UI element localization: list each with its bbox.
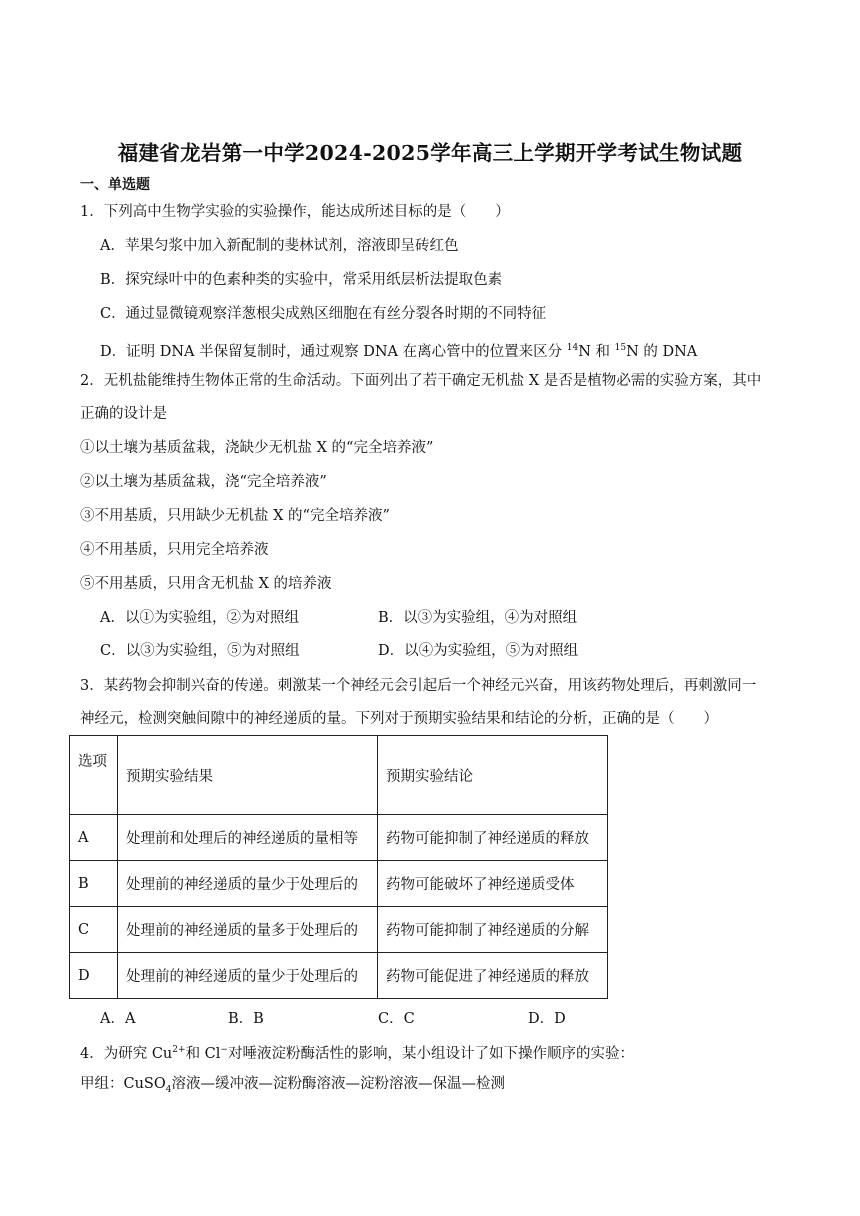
q1-option-d-text1: D．证明 DNA 半保留复制时，通过观察 DNA 在离心管中的位置来区分 bbox=[100, 343, 567, 360]
q3-stem-line2: 神经元，检测突触间隙中的神经递质的量。下列对于预期实验结果和结论的分析，正确的是（ ） bbox=[80, 711, 718, 727]
q4-stem-text3: 对唾液淀粉酶活性的影响，某小组设计了如下操作顺序的实验： bbox=[227, 1045, 634, 1062]
q4-jia-text2: 溶液—缓冲液—淀粉酶溶液—淀粉溶液—保温—检测 bbox=[171, 1076, 505, 1092]
cl-charge-sup: − bbox=[220, 1045, 228, 1055]
q1-option-d bbox=[100, 338, 697, 362]
q2-stem-line1: 2．无机盐能维持生物体正常的生命活动。下面列出了若干确定无机盐 X 是否是植物必需的实验方案，其中 bbox=[80, 373, 762, 389]
table-row bbox=[70, 953, 608, 999]
row-conclusion: 药物可能抑制了神经递质的分解 bbox=[378, 907, 608, 953]
q1-stem: 1．下列高中生物学实验的实验操作，能达成所述目标的是（ ） bbox=[80, 204, 510, 220]
row-result: 处理前的神经递质的量多于处理后的 bbox=[118, 907, 378, 953]
row-option: D bbox=[70, 953, 118, 999]
row-conclusion: 药物可能抑制了神经递质的释放 bbox=[378, 815, 608, 861]
q1-option-a: A．苹果匀浆中加入新配制的斐林试剂，溶液即呈砖红色 bbox=[100, 238, 459, 254]
isotope-15-sup: 15 bbox=[614, 343, 627, 353]
q1-option-d-text3: N 的 DNA bbox=[626, 343, 698, 360]
q3-option-b: B．B bbox=[228, 1011, 264, 1027]
table-row bbox=[70, 907, 608, 953]
q2-option-d: D．以④为实验组，⑤为对照组 bbox=[378, 643, 579, 659]
q1-option-b: B．探究绿叶中的色素种类的实验中，常采用纸层析法提取色素 bbox=[100, 272, 503, 288]
q2-stem-line2: 正确的设计是 bbox=[80, 406, 167, 422]
header-option: 选项 bbox=[70, 736, 118, 815]
q2-item-3: ③不用基质，只用缺少无机盐 X 的“完全培养液” bbox=[80, 508, 390, 524]
q3-table bbox=[69, 735, 608, 999]
q4-jia-text1: 甲组：CuSO bbox=[80, 1076, 166, 1092]
q4-stem-text2: 和 Cl bbox=[185, 1045, 221, 1062]
table-row bbox=[70, 861, 608, 907]
header-result: 预期实验结果 bbox=[118, 736, 378, 815]
q4-group-jia bbox=[80, 1074, 505, 1100]
page-title: 福建省龙岩第一中学2024-2025学年高三上学期开学考试生物试题 bbox=[117, 141, 743, 165]
q2-item-5: ⑤不用基质，只用含无机盐 X 的培养液 bbox=[80, 576, 332, 592]
q2-option-a: A．以①为实验组，②为对照组 bbox=[100, 610, 299, 626]
q1-option-d-text2: N 和 bbox=[578, 343, 615, 360]
q4-stem-text1: 4．为研究 Cu bbox=[80, 1045, 173, 1062]
q2-option-b: B．以③为实验组，④为对照组 bbox=[378, 610, 578, 626]
table-row bbox=[70, 815, 608, 861]
isotope-14-sup: 14 bbox=[566, 343, 579, 353]
q3-option-c: C．C bbox=[378, 1011, 415, 1027]
cuso4-subscript: 4 bbox=[165, 1084, 172, 1095]
row-conclusion: 药物可能促进了神经递质的释放 bbox=[378, 953, 608, 999]
row-option: A bbox=[70, 815, 118, 861]
row-result: 处理前的神经递质的量少于处理后的 bbox=[118, 953, 378, 999]
q3-option-d: D．D bbox=[528, 1011, 566, 1027]
table-header-row bbox=[70, 736, 608, 815]
q3-option-a: A．A bbox=[100, 1011, 136, 1027]
section-heading: 一、单选题 bbox=[80, 177, 150, 193]
cu-charge-sup: 2+ bbox=[172, 1045, 186, 1055]
q2-item-2: ②以土壤为基质盆栽，浇“完全培养液” bbox=[80, 474, 327, 490]
q2-item-4: ④不用基质，只用完全培养液 bbox=[80, 542, 269, 558]
row-result: 处理前的神经递质的量少于处理后的 bbox=[118, 861, 378, 907]
row-option: B bbox=[70, 861, 118, 907]
q3-stem-line1: 3．某药物会抑制兴奋的传递。刺激某一个神经元会引起后一个神经元兴奋，用该药物处理后，再刺激同一 bbox=[80, 678, 757, 694]
row-conclusion: 药物可能破坏了神经递质受体 bbox=[378, 861, 608, 907]
q4-stem bbox=[80, 1040, 634, 1064]
row-result: 处理前和处理后的神经递质的量相等 bbox=[118, 815, 378, 861]
q1-option-c: C．通过显微镜观察洋葱根尖成熟区细胞在有丝分裂各时期的不同特征 bbox=[100, 306, 547, 322]
q2-option-c: C．以③为实验组，⑤为对照组 bbox=[100, 643, 300, 659]
row-option: C bbox=[70, 907, 118, 953]
header-conclusion: 预期实验结论 bbox=[378, 736, 608, 815]
q2-item-1: ①以土壤为基质盆栽，浇缺少无机盐 X 的“完全培养液” bbox=[80, 440, 434, 456]
